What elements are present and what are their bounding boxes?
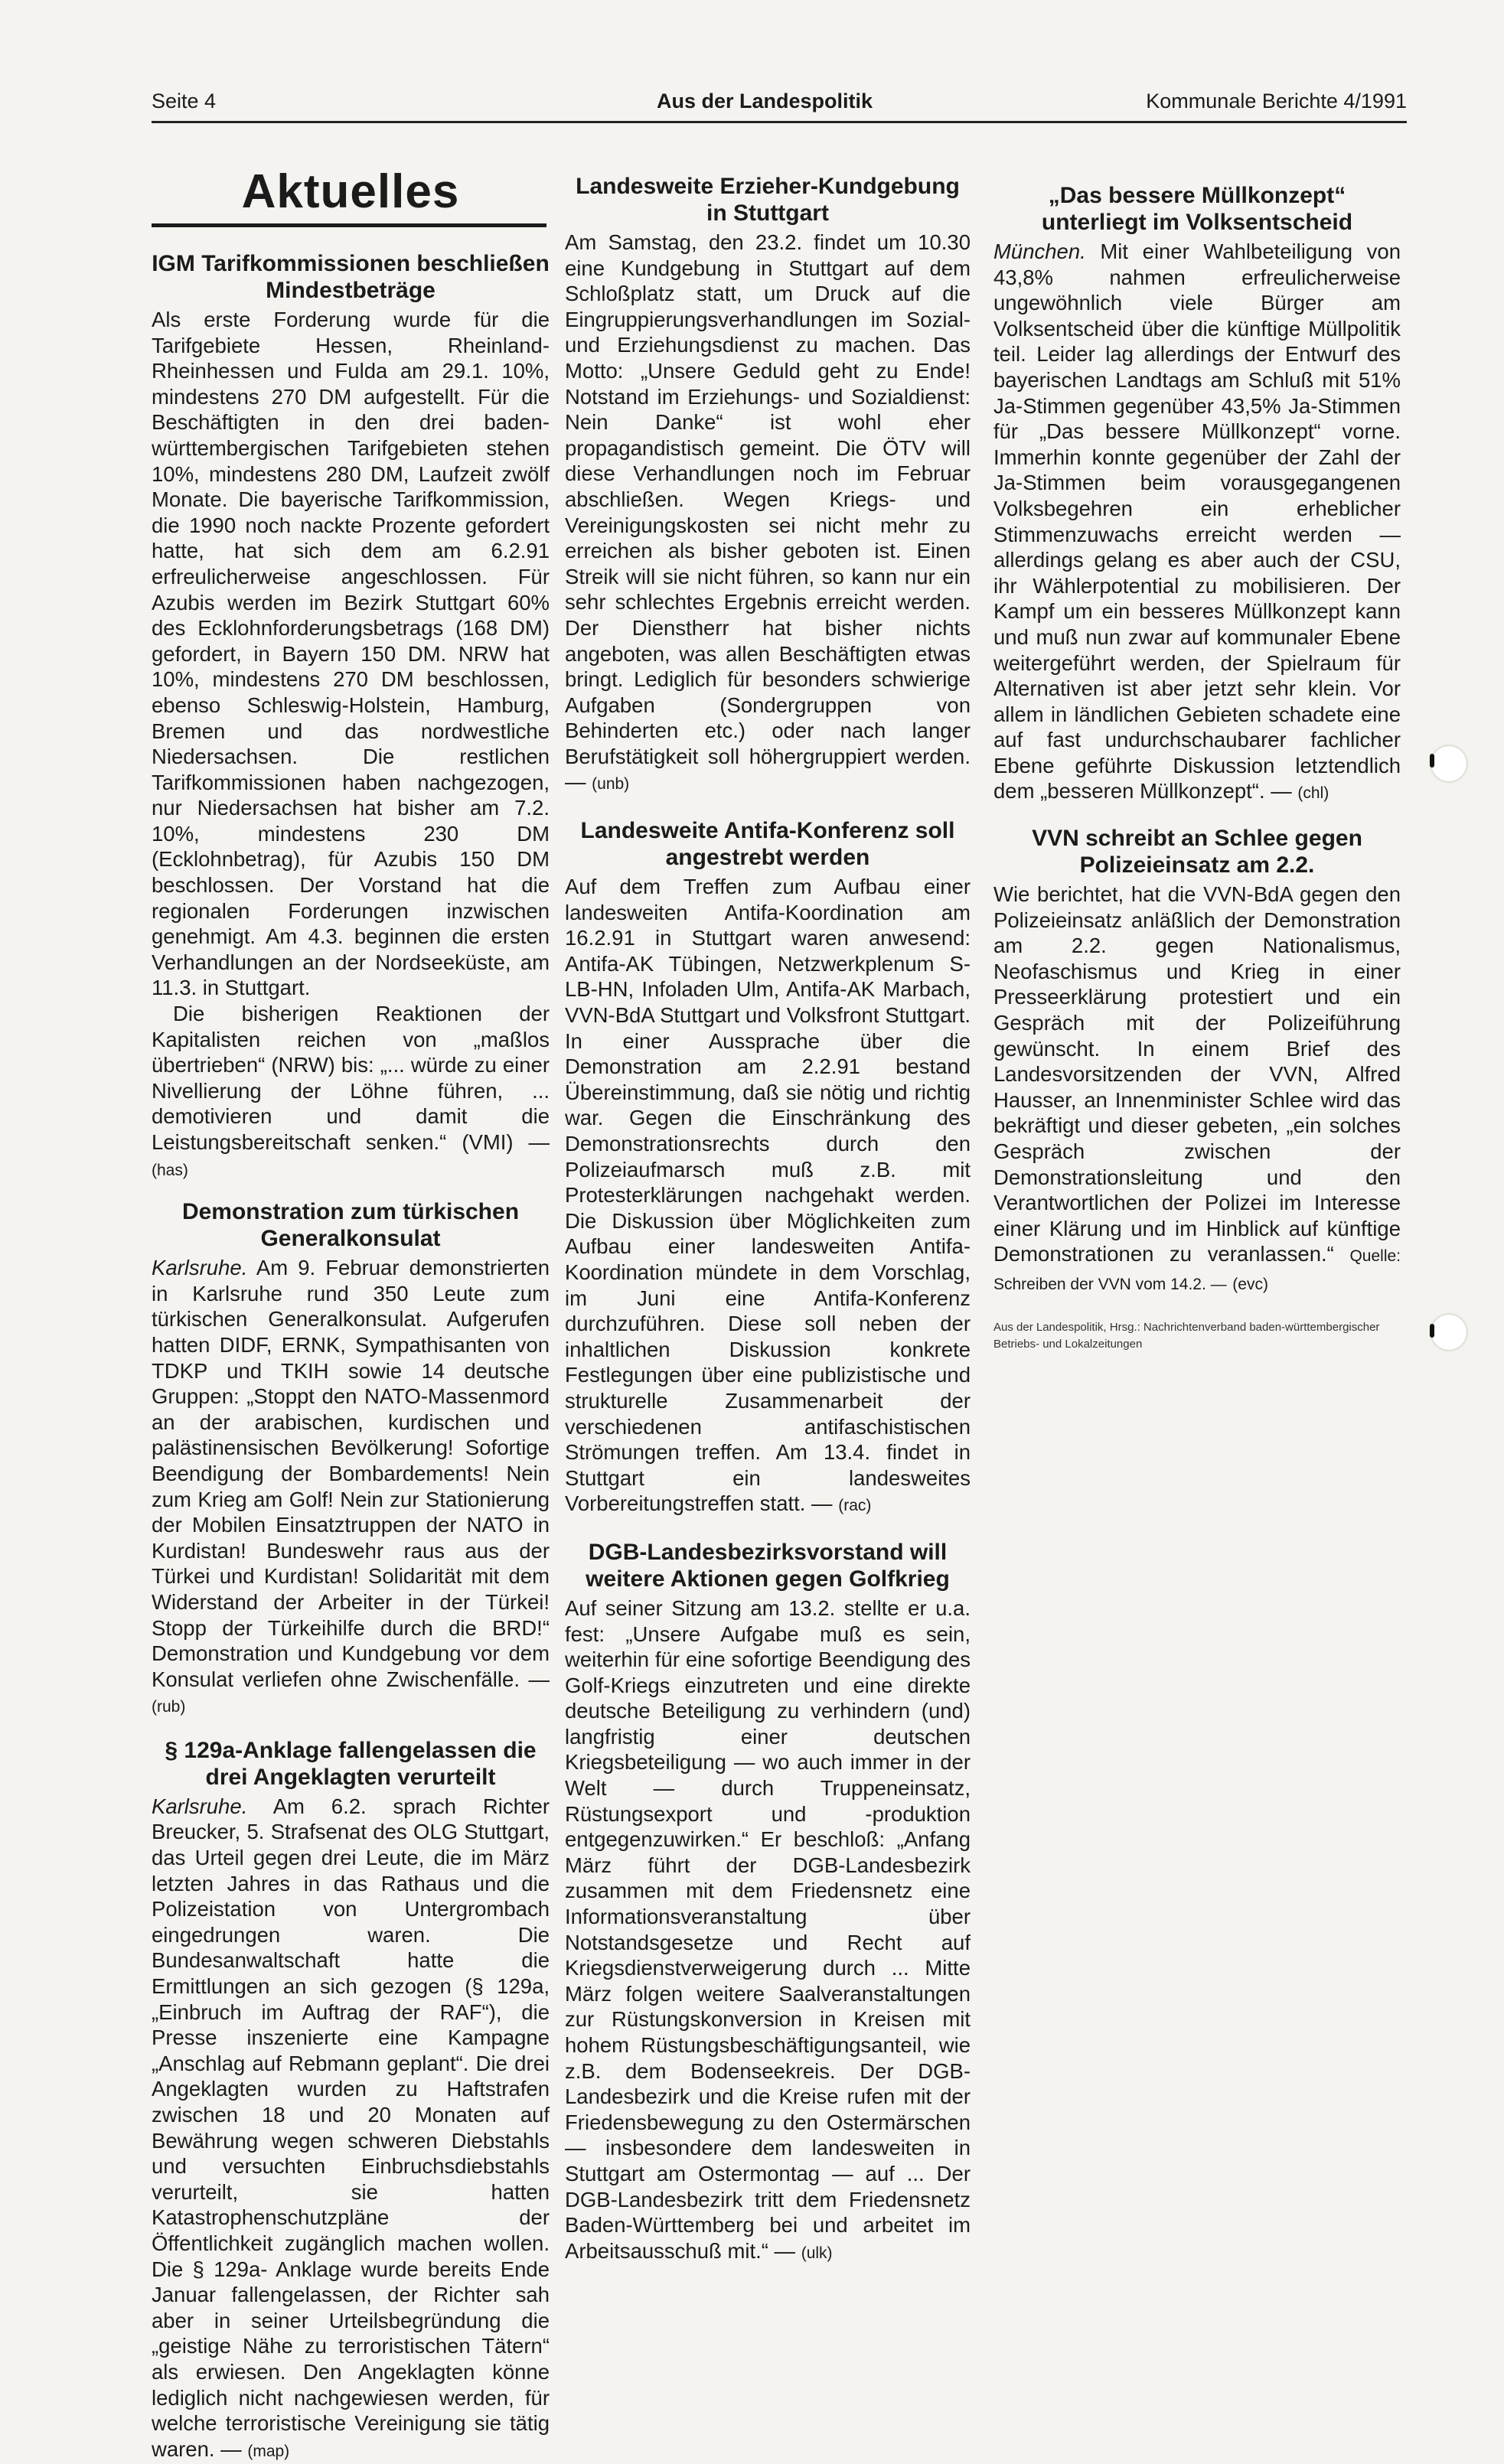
author-sig: (has) (152, 1161, 188, 1179)
article-text-dgb: Auf seiner Sitzung am 13.2. stellte er u.a. fest: „Unsere Aufgabe muß es sein, weiterhin für eine sofortige Beendigung des Golf-Kriegs einzutreten und eine direkte deutsche Beteiligung zu verhindern (und) langfristig einer deutschen Kriegsbeteiligung — wo auch immer in der Welt — durch Truppeneinsatz, Rüstungsexport und -produktion entgegenzuwirken.“ Er beschloß: „Anfang März führt der DGB-Landesbezirk zusammen mit dem Friedensnetz eine Informationsveranstaltung über Notstandsgesetze und Recht auf Kriegsdienstverweigerung durch ... Mitte März folgen weitere Saalveranstaltungen zur Rüstungskonversion in Kreisen mit hohem Rüstungsbeschäftigungsanteil, wie z.B. dem Bodenseekreis. Der DGB-Landesbezirk und die Kreise rufen mit der Friedensbewegung zu den Ostermärschen — insbesondere dem landesweiten in Stuttgart am Ostermontag — auf ... Der DGB-Landesbezirk tritt dem Friedensnetz Baden-Württemberg bei und arbeitet im Arbeitsausschuß mit.“ — (ulk) (565, 1595, 971, 2263)
article-title-muell: „Das bessere Müllkonzept“ unterliegt im Volksentscheid (1041, 183, 1353, 235)
section-label: Aus der Landespolitik (657, 90, 873, 112)
article-title-129a: § 129a-Anklage fallengelassen die drei Angeklagten verurteilt (165, 1737, 537, 1790)
binder-mark (1430, 754, 1434, 768)
article-text-igm-1: Als erste Forderung wurde für die Tarifgebiete Hessen, Rheinland-Rheinhessen und Fulda am 29.1. 10%, mindestens 270 DM aufgestellt. Für die Beschäftigten in den drei baden-württembergischen Tarifgebieten stehen 10%, mindestens 280 DM, Laufzeit zwölf Monate. Die bayerische Tarifkommission, die 1990 noch nackte Prozente gefordert hatte, hat sich dem am 6.2.91 erfreulicherweise angeschlossen. Für Azubis werden im Bezirk Stuttgart 60% des Ecklohnforderungsbetrags (168 DM) gefordert, in Bayern 150 DM. NRW hat 10%, mindestens 270 DM beschlossen, ebenso Schleswig-Holstein, Hamburg, Bremen und das nordwestliche Niedersachsen. Die restlichen Tarifkommissionen haben nachgezogen, nur Niedersachsen hat bisher am 7.2. 10%, mindestens 230 DM (Ecklohnbetrag), für Azubis 150 DM beschlossen. Der Vorstand hat die regionalen Forderungen inzwischen genehmigt. Am 4.3. beginnen die ersten Verhandlungen an der Nordseeküste, am 11.3. in Stuttgart. (152, 308, 550, 1000)
author-sig: (map) (247, 2442, 290, 2460)
author-sig: (ulk) (801, 2244, 833, 2262)
punch-hole (1431, 746, 1466, 781)
author-sig: (chl) (1297, 784, 1329, 803)
title-rule (152, 223, 546, 227)
article-text-vvn: Wie berichtet, hat die VVN-BdA gegen den Polizeieinsatz anläßlich der Demonstration am 2.2. gegen Nationalismus, Neofaschismus und Krieg in einer Presseerklärung protestiert und ein Gespräch mit der Polizeiführung gewünscht. In einem Brief des Landesvorsitzenden der VVN, Alfred Hausser, an Innenminister Schlee wird das bekräftigt und dieser gebeten, „ein solches Gespräch zwischen der Demonstrationsleitung und den Verantwortlichen der Polizei im Interesse einer Klärung und im Hinblick auf künftige Demonstrationen zu veranlassen.“ Quelle: Schreiben der VVN vom 14.2. — (evc) (993, 882, 1401, 1293)
article-text-muell: München. Mit einer Wahlbeteiligung von 43,8% nahmen erfreulicherweise ungewöhnlich viele Bürger am Volksentscheid über die künftige Müllpolitik teil. Leider lag allerdings der Entwurf des bayerischen Landtags am Schluß mit 51% Ja-Stimmen gegenüber 43,5% Ja-Stimmen für „Das bessere Müllkonzept“ vorne. Immerhin konnte gegenüber der Zahl der Ja-Stimmen beim vorausgegangenen Volksbegehren ein erheblicher Stimmenzuwachs erreicht werden — allerdings gelang es aber auch der CSU, ihr Wählerpotential zu mobilisieren. Der Kampf um ein besseres Müllkonzept kann und muß nun zwar auf kommunaler Ebene weitergeführt werden, der Spielraum für Alternativen ist aber jetzt sehr klein. Vor allem in ländlichen Gebieten schadete eine auf fast undurchschaubarer fachlicher Ebene geführte Diskussion letztendlich dem „besseren Müllkonzept“. — (chl) (993, 240, 1401, 803)
article-text-demo: Karlsruhe. Am 9. Februar demonstrierten in Karlsruhe rund 350 Leute zum türkischen Generalkonsulat. Aufgerufen hatten DIDF, ERNK, Sympathisanten von TDKP und TKIH sowie 14 deutsche Gruppen: „Stoppt den NATO-Massenmord an der arabischen, kurdischen und palästinensischen Bevölkerung! Sofortige Beendigung der Bombardements! Nein zum Krieg am Golf! Nein zur Stationierung der Mobilen Einsatztruppen der NATO in Kurdistan! Bundeswehr raus aus der Türkei und Kurdistan! Solidarität mit dem Widerstand der Arbeiter in der Türkei! Stopp der Türkeihilfe durch die BRD!“ Demonstration und Kundgebung vor dem Konsulat verliefen ohne Zwischenfälle. — (rub) (152, 1256, 550, 1716)
section-title: Aktuelles (241, 165, 460, 218)
article-title-vvn: VVN schreibt an Schlee gegen Polizeieinsatz am 2.2. (1032, 826, 1362, 878)
punch-hole (1431, 1315, 1466, 1350)
article-title-erzieher: Landesweite Erzieher-Kundgebung in Stuttgart (576, 174, 960, 226)
article-text-129a: Karlsruhe. Am 6.2. sprach Richter Breucker, 5. Strafsenat des OLG Stuttgart, das Urteil gegen drei Leute, die im März letzten Jahres in das Rathaus und die Polizeistation von Untergrombach eingedrungen waren. Die Bundesanwaltschaft hatte die Ermittlungen an sich gezogen (§ 129a, „Einbruch im Auftrag der RAF“), die Presse inszenierte eine Kampagne „Anschlag auf Rebmann geplant“. Die drei Angeklagten wurden zu Haftstrafen zwischen 18 und 20 Monaten auf Bewährung wegen schweren Diebstahls und versuchten Einbruchsdiebstahls verurteilt, sie hatten Katastrophenschutzpläne der Öffentlichkeit zugänglich machen wollen. Die § 129a- Anklage wurde bereits Ende Januar fallengelassen, der Richter sah aber in seiner Urteilsbegründung die „geistige Nähe zu terroristischen Tätern“ als erwiesen. Den Angeklagten könne lediglich nicht nachgewiesen werden, für welche terroristische Vereinigung sie tätig waren. — (map) (152, 1794, 550, 2461)
column-2 (565, 158, 971, 2263)
column-3 (993, 158, 1401, 2086)
page-number: Seite 4 (152, 90, 217, 112)
running-header (152, 83, 1407, 123)
article-text-antifa: Auf dem Treffen zum Aufbau einer landesweiten Antifa-Koordination am 16.2.91 in Stuttgart waren anwesend: Antifa-AK Tübingen, Netzwerkplenum S-LB-HN, Infoladen Ulm, Antifa-AK Marbach, VVN-BdA Stuttgart und Volksfront Stuttgart. In einer Aussprache über die Demonstration am 2.2.91 bestand Übereinstimmung, daß sie nötig und richtig war. Gegen die Einschränkung des Demonstrationsrechts durch den Polizeiaufmarsch muß z.B. mit Protesterklärungen nachgehakt werden. Die Diskussion über Möglichkeiten zum Aufbau einer landesweiten Antifa-Koordination mündete in dem Vorschlag, im Juni eine Antifa-Konferenz durchzuführen. Diese soll neben der inhaltlichen Diskussion konkrete Festlegungen über eine publizistische und strukturelle Zusammenarbeit der verschiedenen antifaschistischen Strömungen treffen. Am 13.4. findet in Stuttgart ein landesweites Vorbereitungstreffen statt. — (rac) (565, 875, 971, 1516)
footer-credit: Aus der Landespolitik, Hrsg.: Nachrichtenverband baden-württembergischer Betriebs- und Lokalzeitungen (993, 1320, 1380, 1351)
author-sig: (unb) (592, 775, 630, 794)
article-title-igm: IGM Tarifkommissionen beschließen Mindestbeträge (152, 251, 550, 303)
article-text-igm-2: Die bisherigen Reaktionen der Kapitalisten reichen von „maßlos übertrieben“ (NRW) bis: „... würde zu einer Nivellierung der Löhne führen, ... demotivieren und damit die Leistungsbereitschaft senken.“ (VMI) — (has) (152, 1002, 550, 1179)
article-title-demo: Demonstration zum türkischen Generalkonsulat (181, 1199, 520, 1252)
column-1 (152, 153, 550, 2461)
binder-mark (1430, 1324, 1434, 1338)
author-sig: (rac) (838, 1497, 872, 1515)
author-sig: (evc) (1232, 1275, 1268, 1293)
source-note: Quelle: Schreiben der VVN vom 14.2. — (993, 1247, 1401, 1293)
article-title-antifa: Landesweite Antifa-Konferenz soll angestrebt werden (580, 818, 955, 871)
article-text-erzieher: Am Samstag, den 23.2. findet um 10.30 eine Kundgebung in Stuttgart auf dem Schloßplatz statt, um Druck auf die Eingruppierungsverhandlungen im Sozial- und Erziehungsdienst zu machen. Das Motto: „Unsere Geduld geht zu Ende! Notstand im Erziehungs- und Sozialdienst: Nein Danke“ ist wohl eher propagandistisch gemeint. Die ÖTV will diese Verhandlungen noch im Februar abschließen. Wegen Kriegs- und Vereinigungskosten sei nicht mehr zu erreichen als bisher geboten ist. Einen Streik will sie nicht führen, so kann nur ein sehr schlechtes Ergebnis erreicht werden. Der Dienstherr hat bisher nichts angeboten, was allen Beschäftigten etwas bringt. Lediglich für besonders schwierige Aufgaben (Sondergruppen von Behinderten etc.) oder nach langer Berufstätigkeit soll höhergruppiert werden. — (unb) (565, 230, 971, 794)
author-sig: (rub) (152, 1698, 186, 1716)
publication-label: Kommunale Berichte 4/1991 (1146, 90, 1407, 112)
article-title-dgb: DGB-Landesbezirksvorstand will weitere Aktionen gegen Golfkrieg (586, 1539, 950, 1592)
